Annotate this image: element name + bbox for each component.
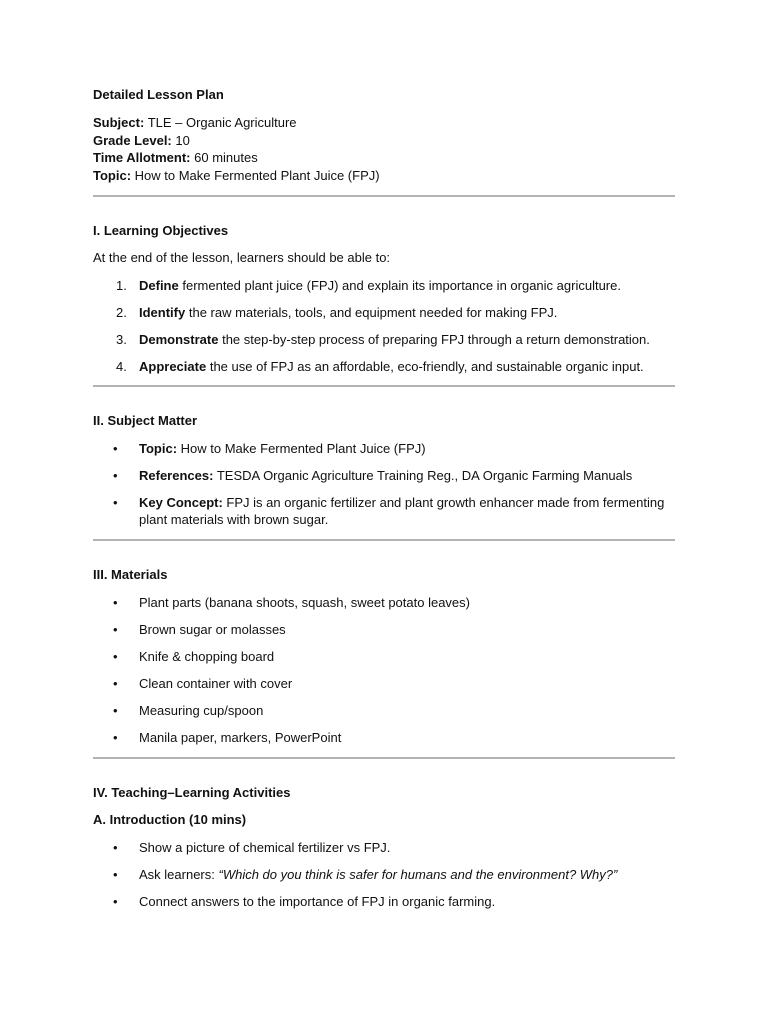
bullet-icon: • [113, 840, 118, 855]
section-divider [93, 385, 675, 387]
section-heading-materials: III. Materials [93, 567, 168, 582]
materials-list [93, 594, 675, 746]
bullet-icon: • [113, 495, 118, 510]
section-heading-activities: IV. Teaching–Learning Activities [93, 785, 291, 800]
list-item: • Connect answers to the importance of FPJ in organic farming. [113, 894, 496, 909]
meta-subject: Subject: TLE – Organic Agriculture [93, 115, 297, 130]
meta-block [93, 114, 675, 184]
bullet-icon: • [113, 867, 118, 882]
section-heading-subject-matter: II. Subject Matter [93, 413, 198, 428]
section-divider [93, 195, 675, 197]
objectives-list [93, 277, 675, 375]
bullet-icon: • [113, 468, 118, 483]
section-divider [93, 539, 675, 541]
list-item: • Measuring cup/spoon [113, 703, 264, 718]
list-item: • Brown sugar or molasses [113, 622, 286, 637]
list-item: • Topic: How to Make Fermented Plant Juice (FPJ) [113, 441, 426, 456]
section-heading-objectives: I. Learning Objectives [93, 223, 229, 238]
section-divider [93, 757, 675, 759]
list-item: • Manila paper, markers, PowerPoint [113, 730, 342, 745]
list-item: 2. Identify the raw materials, tools, and equipment needed for making FPJ. [116, 305, 558, 320]
meta-topic: Topic: How to Make Fermented Plant Juice (FPJ) [93, 167, 380, 183]
objectives-intro: At the end of the lesson, learners should be able to: [93, 250, 391, 265]
meta-time-allotment: Time Allotment: 60 minutes [93, 150, 258, 165]
list-item: • Key Concept: FPJ is an organic fertilizer and plant growth enhancer made from fermenting plant materials with brown sugar. [113, 495, 665, 527]
list-item: • Show a picture of chemical fertilizer vs FPJ. [113, 840, 391, 855]
bullet-icon: • [113, 894, 118, 909]
bullet-icon: • [113, 622, 118, 637]
list-item: 1. Define fermented plant juice (FPJ) and explain its importance in organic agriculture. [116, 278, 621, 293]
activities-list [93, 839, 675, 910]
list-item: • References: TESDA Organic Agriculture Training Reg., DA Organic Farming Manuals [113, 468, 633, 483]
bullet-icon: • [113, 441, 118, 456]
list-item: • Plant parts (banana shoots, squash, sweet potato leaves) [113, 595, 470, 610]
meta-grade-level: Grade Level: 10 [93, 132, 190, 148]
list-item: • Clean container with cover [113, 676, 293, 691]
subsection-heading-introduction: A. Introduction (10 mins) [93, 812, 247, 827]
list-item: • Ask learners: “Which do you think is safer for humans and the environment? Why?” [113, 867, 618, 882]
bullet-icon: • [113, 703, 118, 718]
list-item: • Knife & chopping board [113, 649, 275, 664]
list-item: 4. Appreciate the use of FPJ as an affordable, eco-friendly, and sustainable organic input. [116, 359, 644, 374]
bullet-icon: • [113, 595, 118, 610]
document-title: Detailed Lesson Plan [93, 87, 224, 102]
bullet-icon: • [113, 730, 118, 745]
bullet-icon: • [113, 649, 118, 664]
lesson-plan-document [93, 86, 675, 910]
bullet-icon: • [113, 676, 118, 691]
subject-matter-list [93, 440, 675, 528]
list-item: 3. Demonstrate the step-by-step process of preparing FPJ through a return demonstration. [116, 332, 650, 347]
